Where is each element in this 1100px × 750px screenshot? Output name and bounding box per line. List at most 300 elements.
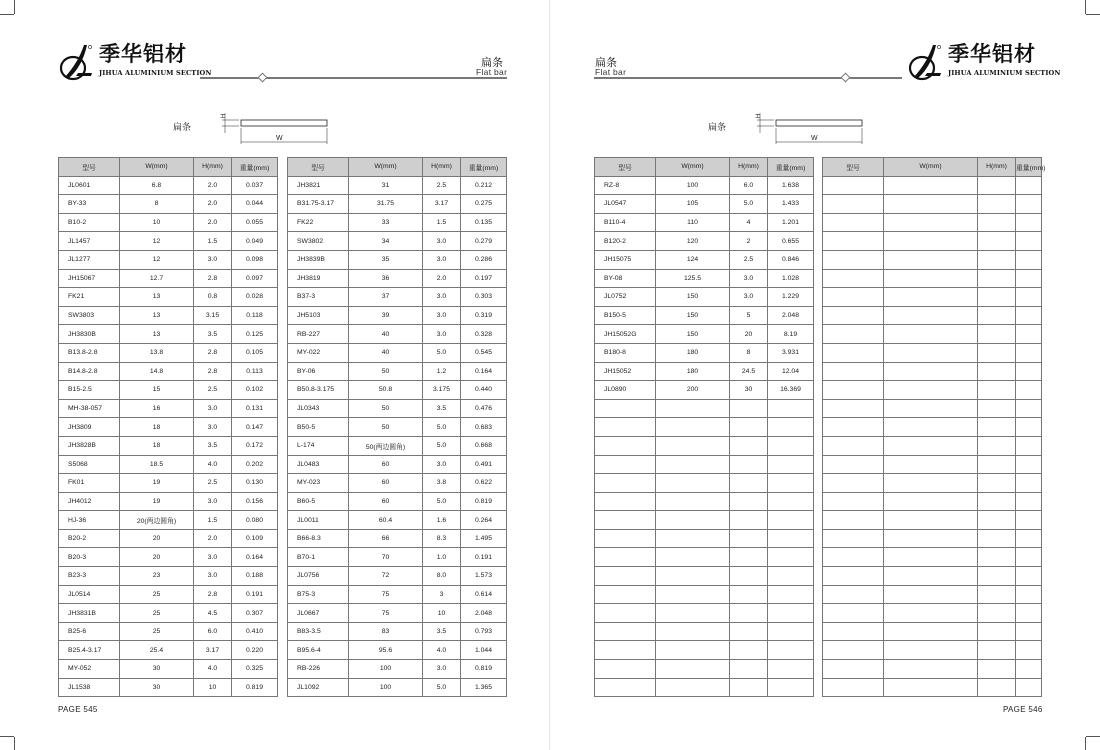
cell-height: 3.5: [194, 325, 232, 344]
cell-model: [595, 678, 656, 697]
brand-logo-right: [907, 43, 1060, 81]
page-fold: [549, 0, 550, 750]
flat-bar-schematic-left: [173, 110, 333, 150]
cell-width: 70: [349, 548, 423, 567]
table-row: [595, 492, 814, 511]
cell-height: [978, 678, 1016, 697]
cell-model: JL1538: [59, 678, 120, 697]
cell-width: 50: [349, 418, 423, 437]
cell-model: B13.8-2.8: [59, 343, 120, 362]
cell-weight: 0.105: [232, 343, 278, 362]
table-row: [288, 325, 507, 344]
cell-height: 3.0: [194, 548, 232, 567]
cell-weight: [768, 399, 814, 418]
cell-model: JH3831B: [59, 604, 120, 623]
table-row: [288, 343, 507, 362]
table-row: [59, 288, 278, 307]
table-row: [59, 195, 278, 214]
table-row: [595, 548, 814, 567]
table-header-row: [823, 158, 1042, 177]
cell-height: 5.0: [423, 418, 461, 437]
table-row: [288, 511, 507, 530]
cell-width: 18: [120, 418, 194, 437]
cell-height: [978, 399, 1016, 418]
cell-height: 4.0: [423, 641, 461, 660]
table-row: [59, 362, 278, 381]
cell-width: [656, 641, 730, 660]
cell-model: [823, 678, 884, 697]
table-row: [288, 176, 507, 195]
cell-height: 3.0: [423, 455, 461, 474]
cell-height: 4: [730, 213, 768, 232]
cell-model: B83-3.5: [288, 622, 349, 641]
header-weight: 重量(mm): [232, 158, 278, 177]
cell-model: B25-6: [59, 622, 120, 641]
table-row: [595, 381, 814, 400]
cell-width: [884, 474, 978, 493]
brand-name-cn: 季华铝材: [948, 42, 1036, 66]
cell-height: [730, 399, 768, 418]
cell-width: 18: [120, 436, 194, 455]
table-row: [288, 660, 507, 679]
cell-model: MY-022: [288, 343, 349, 362]
cell-weight: 1.229: [768, 288, 814, 307]
schematic-w-label: W: [811, 135, 818, 142]
cell-model: B75-3: [288, 585, 349, 604]
cell-height: 1.5: [194, 511, 232, 530]
table-row: [59, 492, 278, 511]
table-row: [288, 288, 507, 307]
cell-model: FK21: [59, 288, 120, 307]
table-row: [595, 455, 814, 474]
table-row: [823, 176, 1042, 195]
cell-width: 110: [656, 213, 730, 232]
table-row: [59, 622, 278, 641]
table-row: [595, 641, 814, 660]
cell-width: 50: [349, 399, 423, 418]
cell-model: [595, 641, 656, 660]
cell-height: [730, 548, 768, 567]
cell-model: B10-2: [59, 213, 120, 232]
cell-weight: [768, 511, 814, 530]
table-header-row: [595, 158, 814, 177]
brand-emblem-icon: [58, 43, 96, 81]
cell-width: 20: [120, 548, 194, 567]
cell-height: [978, 213, 1016, 232]
cell-width: [884, 622, 978, 641]
section-title-en: Flat bar: [595, 67, 627, 77]
cell-height: 30: [730, 381, 768, 400]
cell-model: [823, 343, 884, 362]
cell-model: MY-023: [288, 474, 349, 493]
cell-width: 124: [656, 250, 730, 269]
table-header-row: [288, 158, 507, 177]
cell-height: 2.5: [194, 381, 232, 400]
cell-model: [823, 567, 884, 586]
cell-width: 8: [120, 195, 194, 214]
header-weight: 重量(mm): [1016, 158, 1042, 177]
cell-height: [730, 511, 768, 530]
cell-weight: 0.080: [232, 511, 278, 530]
cell-height: 1.6: [423, 511, 461, 530]
cell-height: 3.8: [423, 474, 461, 493]
crop-mark: [1086, 736, 1100, 737]
cell-model: [823, 622, 884, 641]
cell-model: [595, 622, 656, 641]
cell-width: 83: [349, 622, 423, 641]
cell-model: [823, 455, 884, 474]
cell-weight: 0.614: [461, 585, 507, 604]
schematic-label: 扁条: [173, 123, 192, 133]
cell-model: [823, 288, 884, 307]
table-row: [823, 325, 1042, 344]
cell-model: JH15075: [595, 250, 656, 269]
cell-width: [656, 492, 730, 511]
crop-mark: [1085, 737, 1086, 750]
cell-weight: 0.325: [232, 660, 278, 679]
cell-weight: 16.369: [768, 381, 814, 400]
cell-height: [978, 195, 1016, 214]
cell-weight: 0.220: [232, 641, 278, 660]
cell-weight: 0.410: [232, 622, 278, 641]
cell-width: 37: [349, 288, 423, 307]
cell-weight: 0.191: [461, 548, 507, 567]
header-model: 型号: [288, 158, 349, 177]
cell-model: B20-3: [59, 548, 120, 567]
cell-weight: 0.545: [461, 343, 507, 362]
cell-height: 5.0: [423, 492, 461, 511]
cell-model: B110-4: [595, 213, 656, 232]
table-row: [595, 474, 814, 493]
cell-model: JL1277: [59, 250, 120, 269]
cell-width: [656, 678, 730, 697]
cell-width: 36: [349, 269, 423, 288]
cell-width: 12: [120, 232, 194, 251]
cell-width: [656, 436, 730, 455]
table-row: [59, 418, 278, 437]
cell-width: [884, 176, 978, 195]
cell-weight: 0.683: [461, 418, 507, 437]
cell-height: 3.0: [194, 567, 232, 586]
cell-height: [730, 529, 768, 548]
cell-width: 40: [349, 325, 423, 344]
cell-weight: 0.044: [232, 195, 278, 214]
cell-width: [656, 660, 730, 679]
table-row: [823, 548, 1042, 567]
cell-height: 3.17: [194, 641, 232, 660]
cell-height: 1.0: [423, 548, 461, 567]
cell-width: [656, 622, 730, 641]
cell-width: [656, 567, 730, 586]
table-row: [595, 288, 814, 307]
cell-height: 3.5: [423, 622, 461, 641]
cell-weight: [1016, 381, 1042, 400]
cell-weight: 1.433: [768, 195, 814, 214]
table-row: [288, 399, 507, 418]
cell-model: JH3821: [288, 176, 349, 195]
cell-model: [823, 232, 884, 251]
table-row: [823, 343, 1042, 362]
cell-model: [595, 529, 656, 548]
cell-height: [730, 492, 768, 511]
cell-height: 3.15: [194, 306, 232, 325]
cell-model: [823, 381, 884, 400]
cell-model: JL0011: [288, 511, 349, 530]
table-row: [595, 362, 814, 381]
cell-width: [884, 306, 978, 325]
header-weight: 重量(mm): [768, 158, 814, 177]
cell-height: [978, 176, 1016, 195]
flat-bar-schematic-right: [708, 110, 868, 150]
cell-model: SW3802: [288, 232, 349, 251]
table-row: [288, 492, 507, 511]
cell-weight: 0.319: [461, 306, 507, 325]
brand-emblem-icon: [907, 43, 945, 81]
header-height: H(mm): [194, 158, 232, 177]
schematic-h-label: H: [756, 113, 763, 119]
brand-name-en: JIHUA ALUMINIUM SECTION: [99, 69, 212, 77]
cell-width: 30: [120, 678, 194, 697]
cell-model: [595, 585, 656, 604]
cell-weight: 0.197: [461, 269, 507, 288]
cell-model: JL0752: [595, 288, 656, 307]
cell-width: 200: [656, 381, 730, 400]
cell-weight: 0.819: [461, 660, 507, 679]
table-row: [823, 436, 1042, 455]
cell-weight: 0.819: [461, 492, 507, 511]
cell-width: 180: [656, 343, 730, 362]
flat-bar-spec-table-1: [58, 157, 278, 697]
cell-model: JH3830B: [59, 325, 120, 344]
cell-model: JL0343: [288, 399, 349, 418]
cell-model: B20-2: [59, 529, 120, 548]
flat-bar-drawing: [173, 110, 333, 150]
cell-width: 120: [656, 232, 730, 251]
cell-weight: 0.264: [461, 511, 507, 530]
cell-weight: 0.307: [232, 604, 278, 623]
cell-width: 100: [349, 678, 423, 697]
crop-mark: [1085, 0, 1086, 14]
table-row: [59, 455, 278, 474]
table-row: [59, 548, 278, 567]
cell-height: [730, 455, 768, 474]
cell-height: [978, 548, 1016, 567]
cell-model: FK01: [59, 474, 120, 493]
cell-height: [978, 641, 1016, 660]
cell-weight: 0.622: [461, 474, 507, 493]
table-row: [595, 436, 814, 455]
cell-weight: [1016, 567, 1042, 586]
cell-model: JH3819: [288, 269, 349, 288]
table-row: [595, 343, 814, 362]
table-row: [595, 232, 814, 251]
cell-height: [730, 660, 768, 679]
table-row: [288, 362, 507, 381]
cell-model: [595, 436, 656, 455]
cell-weight: [1016, 585, 1042, 604]
cell-model: [595, 474, 656, 493]
cell-model: [823, 548, 884, 567]
table-row: [59, 381, 278, 400]
table-row: [823, 474, 1042, 493]
cell-width: 13: [120, 306, 194, 325]
table-row: [823, 418, 1042, 437]
cell-width: [884, 455, 978, 474]
table-row: [595, 213, 814, 232]
cell-model: [595, 455, 656, 474]
cell-width: [656, 548, 730, 567]
table-row: [59, 343, 278, 362]
cell-width: 34: [349, 232, 423, 251]
cell-height: 6.0: [730, 176, 768, 195]
cell-height: 6.0: [194, 622, 232, 641]
cell-height: 3.0: [423, 232, 461, 251]
cell-width: 60: [349, 492, 423, 511]
cell-width: 25: [120, 622, 194, 641]
cell-weight: [768, 660, 814, 679]
cell-model: [823, 325, 884, 344]
cell-model: [823, 362, 884, 381]
cell-model: B23-3: [59, 567, 120, 586]
cell-width: 72: [349, 567, 423, 586]
table-row: [59, 399, 278, 418]
cell-model: JH15052: [595, 362, 656, 381]
cell-height: [978, 362, 1016, 381]
cell-model: [823, 399, 884, 418]
cell-model: [823, 585, 884, 604]
cell-height: [730, 622, 768, 641]
cell-height: [978, 436, 1016, 455]
table-row: [595, 306, 814, 325]
table-row: [595, 660, 814, 679]
cell-model: BY-08: [595, 269, 656, 288]
cell-weight: 0.109: [232, 529, 278, 548]
table-row: [823, 622, 1042, 641]
cell-width: [884, 232, 978, 251]
table-row: [595, 325, 814, 344]
header-model: 型号: [59, 158, 120, 177]
cell-width: 31: [349, 176, 423, 195]
cell-model: B95.6-4: [288, 641, 349, 660]
section-title-en: Flat bar: [476, 67, 508, 77]
cell-weight: 0.113: [232, 362, 278, 381]
cell-height: 2.0: [194, 195, 232, 214]
cell-weight: 0.049: [232, 232, 278, 251]
cell-width: 100: [349, 660, 423, 679]
cell-width: [884, 213, 978, 232]
cell-weight: [768, 567, 814, 586]
cell-height: 3.0: [423, 306, 461, 325]
cell-model: B60-5: [288, 492, 349, 511]
cell-model: [823, 195, 884, 214]
cell-weight: 0.130: [232, 474, 278, 493]
table-row: [288, 678, 507, 697]
cell-weight: 0.118: [232, 306, 278, 325]
table-row: [595, 176, 814, 195]
cell-width: [884, 604, 978, 623]
table-row: [823, 529, 1042, 548]
cell-model: [823, 660, 884, 679]
cell-weight: [768, 436, 814, 455]
cell-height: 5: [730, 306, 768, 325]
cell-height: [730, 436, 768, 455]
cell-width: 14.8: [120, 362, 194, 381]
header-rule: [594, 77, 902, 79]
cell-height: 5.0: [423, 343, 461, 362]
cell-height: [978, 492, 1016, 511]
table-row: [595, 585, 814, 604]
cell-weight: 2.048: [768, 306, 814, 325]
cell-width: [656, 511, 730, 530]
table-row: [288, 232, 507, 251]
table-row: [59, 269, 278, 288]
cell-model: B15-2.5: [59, 381, 120, 400]
cell-width: [884, 269, 978, 288]
cell-weight: [1016, 213, 1042, 232]
cell-model: SW3803: [59, 306, 120, 325]
cell-height: [978, 325, 1016, 344]
cell-width: [884, 511, 978, 530]
cell-width: 125.5: [656, 269, 730, 288]
cell-weight: [1016, 399, 1042, 418]
cell-model: JH5103: [288, 306, 349, 325]
cell-width: [656, 585, 730, 604]
cell-weight: [1016, 474, 1042, 493]
table-row: [823, 250, 1042, 269]
header-width: W(mm): [120, 158, 194, 177]
cell-height: 2.5: [194, 474, 232, 493]
table-row: [59, 232, 278, 251]
cell-model: [823, 604, 884, 623]
table-row: [595, 529, 814, 548]
cell-weight: 0.097: [232, 269, 278, 288]
cell-height: 2.0: [194, 176, 232, 195]
cell-model: JH3839B: [288, 250, 349, 269]
cell-weight: [1016, 343, 1042, 362]
cell-model: RB-226: [288, 660, 349, 679]
cell-height: 0.8: [194, 288, 232, 307]
table-row: [288, 436, 507, 455]
cell-model: [823, 213, 884, 232]
table-row: [288, 418, 507, 437]
schematic-h-label: H: [221, 113, 228, 119]
cell-height: 5.0: [423, 678, 461, 697]
cell-weight: [1016, 511, 1042, 530]
header-rule-diamond: [841, 73, 851, 83]
cell-width: [884, 325, 978, 344]
cell-width: [656, 474, 730, 493]
cell-width: 60: [349, 455, 423, 474]
flat-bar-spec-table-4: [822, 157, 1046, 697]
cell-model: [595, 511, 656, 530]
cell-width: 25: [120, 585, 194, 604]
cell-height: 2: [730, 232, 768, 251]
cell-width: [884, 529, 978, 548]
cell-height: [978, 269, 1016, 288]
cell-width: [884, 288, 978, 307]
cell-weight: [1016, 288, 1042, 307]
cell-model: [823, 418, 884, 437]
cell-weight: 1.573: [461, 567, 507, 586]
cell-weight: 1.044: [461, 641, 507, 660]
cell-height: 4.5: [194, 604, 232, 623]
cell-height: [978, 418, 1016, 437]
cell-model: JL0667: [288, 604, 349, 623]
cell-height: 3.0: [730, 288, 768, 307]
cell-height: [978, 381, 1016, 400]
flat-bar-spec-table-2: [287, 157, 507, 697]
cell-model: JL0756: [288, 567, 349, 586]
